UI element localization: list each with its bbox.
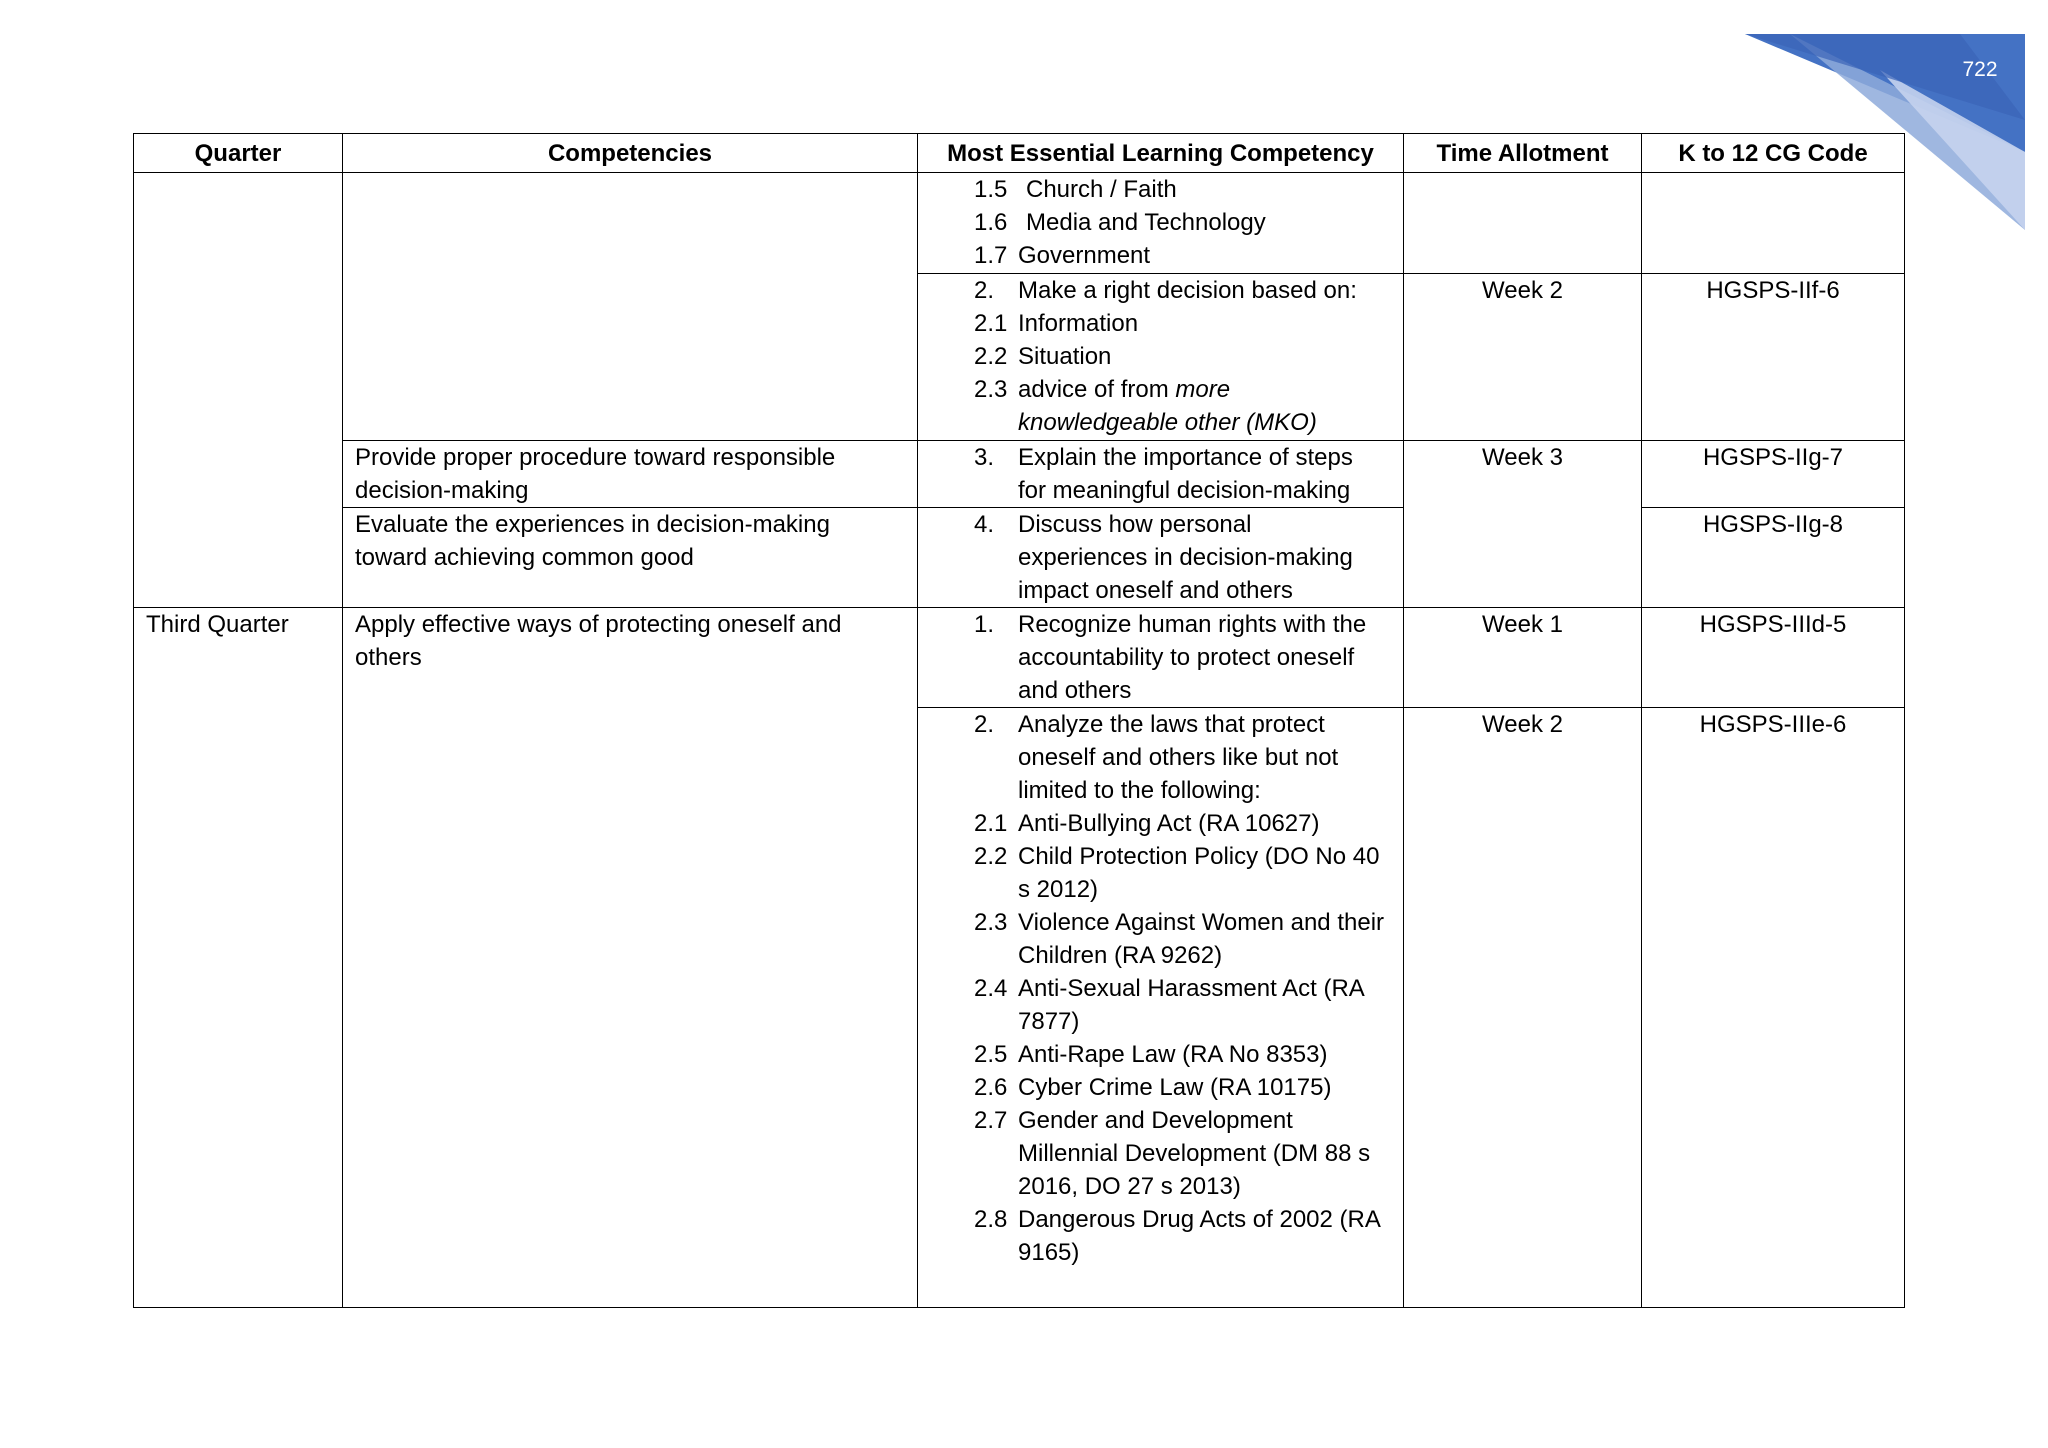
- list-item: 2.6 Cyber Crime Law (RA 10175): [974, 1074, 1332, 1101]
- competency-text: Apply effective ways of protecting oneself and others: [343, 608, 918, 1308]
- list-item: 4. Discuss how personal experiences in decision-making impact oneself and others: [974, 511, 1353, 604]
- time-allotment: Week 3: [1404, 441, 1642, 608]
- competency-text: Provide proper procedure toward responsible decision-making: [343, 441, 918, 508]
- list-item: 2.8 Dangerous Drug Acts of 2002 (RA 9165): [974, 1206, 1380, 1266]
- list-item: 2.4 Anti-Sexual Harassment Act (RA 7877): [974, 975, 1364, 1035]
- list-item: 2.1 Information: [974, 310, 1139, 337]
- time-allotment: Week 1: [1404, 608, 1642, 708]
- list-item: 3. Explain the importance of steps for meaningful decision-making: [974, 444, 1353, 504]
- header-time-allotment: Time Allotment: [1404, 134, 1642, 173]
- melc-cell: [918, 508, 1404, 608]
- melc-cell: [918, 441, 1404, 508]
- corner-decoration: [0, 0, 2048, 260]
- table-row: [134, 608, 1905, 708]
- list-item: 2.3 advice of from more knowledgeable other (MKO): [974, 376, 1317, 436]
- list-item: 1.5 Church / Faith: [974, 176, 1177, 203]
- time-allotment: Week 2: [1404, 274, 1642, 441]
- header-cg-code: K to 12 CG Code: [1642, 134, 1905, 173]
- melc-cell: [918, 708, 1404, 1308]
- page-number: 722: [1962, 58, 1998, 81]
- list-item: 1. Recognize human rights with the accountability to protect oneself and others: [974, 611, 1367, 704]
- melc-cell: [918, 608, 1404, 708]
- melc-table: [133, 133, 1905, 1308]
- list-item: 2.7 Gender and Development Millennial Development (DM 88 s 2016, DO 27 s 2013): [974, 1107, 1371, 1200]
- cg-code: HGSPS-IIg-7: [1642, 441, 1905, 508]
- melc-cell: [918, 274, 1404, 441]
- quarter-label: Third Quarter: [134, 608, 343, 1308]
- list-item: 1.6 Media and Technology: [974, 209, 1266, 236]
- list-item: 2.2 Child Protection Policy (DO No 40 s 2012): [974, 843, 1380, 903]
- list-item: 2.3 Violence Against Women and their Children (RA 9262): [974, 909, 1385, 969]
- header-competencies: Competencies: [343, 134, 918, 173]
- list-item: 2. Analyze the laws that protect oneself and others like but not limited to the following:: [974, 711, 1339, 804]
- header-melc: Most Essential Learning Competency: [918, 134, 1404, 173]
- list-item: 2.2 Situation: [974, 343, 1112, 370]
- header-quarter: Quarter: [134, 134, 343, 173]
- cg-code: HGSPS-IIg-8: [1642, 508, 1905, 608]
- list-item: 2.1 Anti-Bullying Act (RA 10627): [974, 810, 1320, 837]
- cg-code: HGSPS-IIIe-6: [1642, 708, 1905, 1308]
- list-item: 1.7 Government: [974, 242, 1151, 269]
- competency-text: Evaluate the experiences in decision-making toward achieving common good: [343, 508, 918, 608]
- time-allotment: Week 2: [1404, 708, 1642, 1308]
- table-row: [134, 441, 1905, 508]
- cg-code: HGSPS-IIf-6: [1642, 274, 1905, 441]
- list-item: 2. Make a right decision based on:: [974, 277, 1357, 304]
- cg-code: HGSPS-IIId-5: [1642, 608, 1905, 708]
- list-item: 2.5 Anti-Rape Law (RA No 8353): [974, 1041, 1328, 1068]
